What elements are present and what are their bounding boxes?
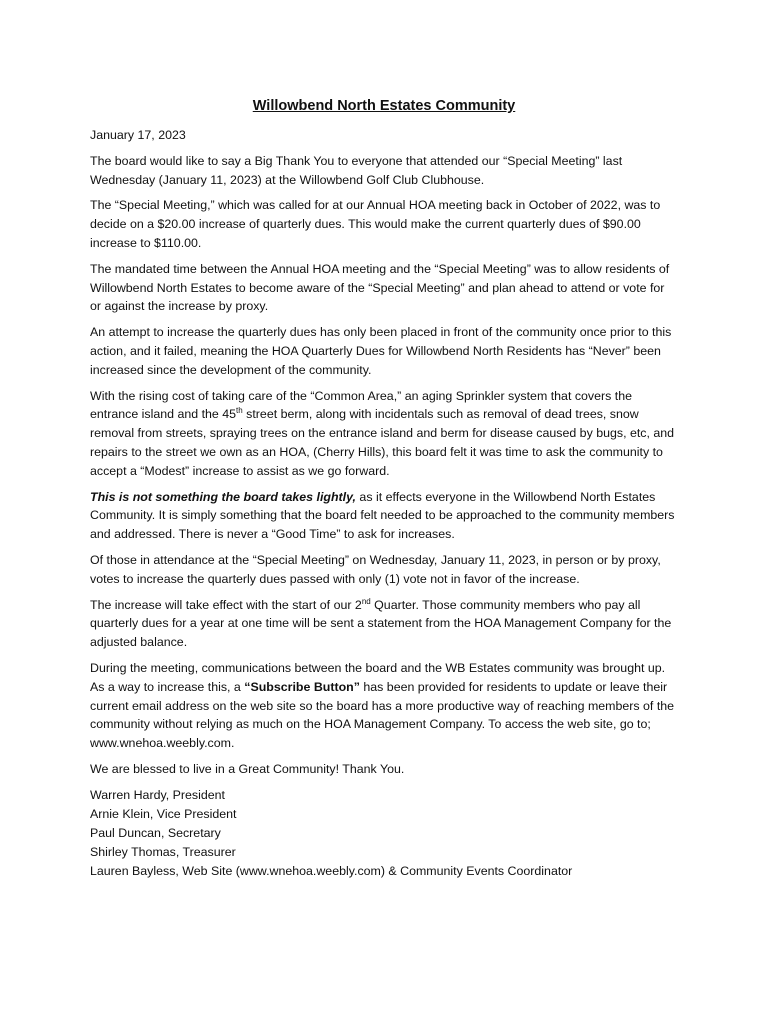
emphasis-not-lightly: This is not something the board takes lightly,: [90, 489, 356, 504]
signature-line: Lauren Bayless, Web Site (www.wnehoa.weebly.com) & Community Events Coordinator: [90, 863, 573, 878]
document-title: Willowbend North Estates Community: [252, 98, 516, 114]
paragraph-prior-attempt: An attempt to increase the quarterly dues has only been placed in front of the community once prior to this action, and it failed, meaning the HOA Quarterly Dues for Willowbend North Residents has “Never” been increased since the development of the community.: [90, 325, 672, 377]
paragraph-communications: [90, 659, 678, 753]
paragraph-special-meeting: The “Special Meeting,” which was called for at our Annual HOA meeting back in October of 2022, was to decide on a $20.00 increase of quarterly dues. This would make the current quarterly dues of $90.00 increase to $110.00.: [90, 198, 661, 250]
ordinal-suffix-th: th: [236, 406, 243, 416]
paragraph-closing: We are blessed to live in a Great Community! Thank You.: [90, 761, 405, 776]
ordinal-suffix-nd: nd: [361, 596, 371, 606]
letter-date: January 17, 2023: [90, 128, 186, 142]
signature-block: [90, 786, 678, 881]
paragraph-effective-date: [90, 596, 678, 652]
signature-line: Arnie Klein, Vice President: [90, 806, 237, 821]
paragraph-rising-cost: [90, 387, 678, 481]
paragraph-not-lightly: [90, 488, 678, 544]
paragraph-rising-cost-part-a: With the rising cost of taking care of the “Common Area,” an aging Sprinkler system that covers the entrance island and the 45: [90, 388, 632, 422]
signature-line: Paul Duncan, Secretary: [90, 825, 221, 840]
paragraph-mandated-time: The mandated time between the Annual HOA meeting and the “Special Meeting” was to allow residents of Willowbend North Estates to become aware of the “Special Meeting” and plan ahead to attend or vote for or against the increase by proxy.: [90, 261, 670, 314]
paragraph-communications-part-a: During the meeting, communications between the board and the WB Estates community was brought up. As a way to increase this, a: [90, 660, 666, 694]
paragraph-vote-result: Of those in attendance at the “Special Meeting” on Wednesday, January 11, 2023, in person or by proxy, votes to increase the quarterly dues passed with only (1) vote not in favor of the increase.: [90, 552, 661, 586]
paragraph-effective-date-part-a: The increase will take effect with the start of our 2: [90, 597, 362, 612]
paragraph-rising-cost-part-b: street berm, along with incidentals such as removal of dead trees, snow removal from streets, spraying trees on the entrance island and berm for disease caused by bugs, etc, and repairs to the street we own as an HOA, (Cherry Hills), this board felt it was time to ask the community to accept a “Modest” increase to assist as we go forward.: [90, 407, 675, 478]
paragraph-communications-part-b: has been provided for residents to update or leave their current email address on the web site so the board has a more productive way of reaching members of the community without relying as much on the HOA Management Company. To access the web site, go to; www.wnehoa.weebly.com.: [90, 679, 675, 751]
paragraph-thank-you: The board would like to say a Big Thank You to everyone that attended our “Special Meeting” last Wednesday (January 11, 2023) at the Willowbend Golf Club Clubhouse.: [90, 153, 623, 187]
signature-line: Shirley Thomas, Treasurer: [90, 844, 236, 859]
signature-line: Warren Hardy, President: [90, 787, 225, 802]
paragraph-effective-date-part-b: Quarter. Those community members who pay all quarterly dues for a year at one time will be sent a statement from the HOA Management Company for the adjusted balance.: [90, 597, 672, 650]
paragraph-not-lightly-rest: as it effects everyone in the Willowbend North Estates Community. It is simply something that the board felt needed to be approached to the community members and addressed. There is never a “Good Time” to ask for increases.: [90, 489, 675, 542]
subscribe-button-mention: “Subscribe Button”: [244, 679, 360, 694]
document-page: [90, 96, 678, 881]
